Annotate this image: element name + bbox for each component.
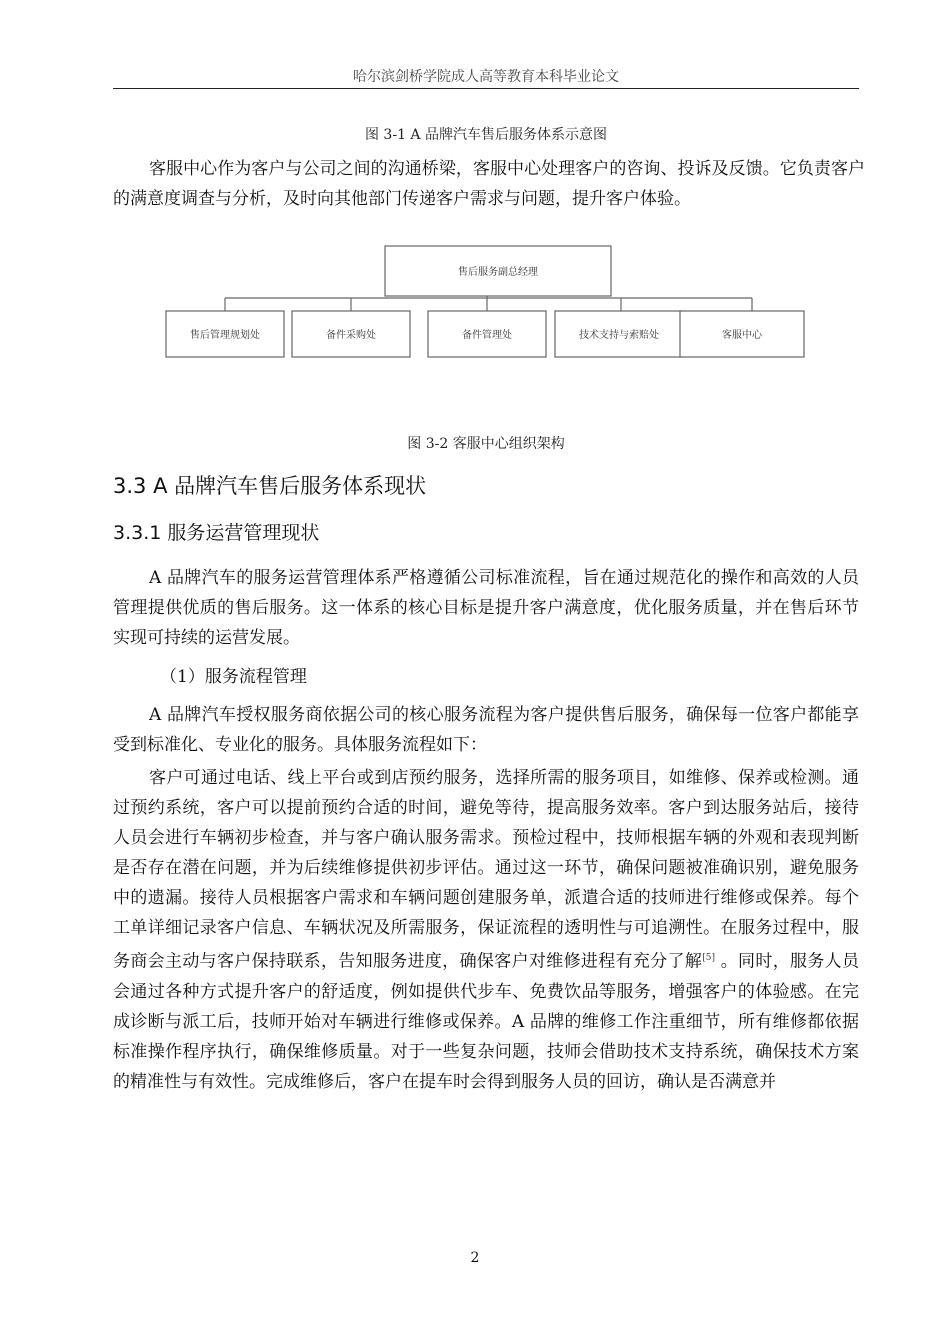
org-label-2: 备件采购处	[326, 330, 376, 341]
org-label-4: 技术支持与索赔处	[579, 330, 659, 341]
list-item-1: （1）服务流程管理	[160, 667, 307, 687]
org-label-top: 售后服务副总经理	[458, 267, 538, 278]
body-paragraph-3-part-b: 。同时，服务人员会通过各种方式提升客户的舒适度，例如提供代步车、免费饮品等服务，增强客户的体验感。在完成诊断与派工后，技师开始对车辆进行维修或保养。A 品牌的维修工作注重细节，所有维修都依据标准操作程序执行，确保维修质量。对于一些复杂问题，技师会借助技术支持系统，确保技术方案的精准性与有效性。完成维修后，客户在提车时会得到服务人员的回访，确认是否满意并	[113, 951, 860, 1092]
page-number: 2	[470, 1250, 480, 1266]
body-paragraph-3	[113, 763, 859, 1097]
body-paragraph-2: A 品牌汽车授权服务商依据公司的核心服务流程为客户提供售后服务，确保每一位客户都能享受到标准化、专业化的服务。具体服务流程如下：	[113, 705, 859, 755]
intro-paragraph: 客服中心作为客户与公司之间的沟通桥梁，客服中心处理客户的咨询、投诉及反馈。它负责客户的满意度调查与分析，及时向其他部门传递客户需求与问题，提升客户体验。	[113, 159, 865, 209]
body-paragraph-1: A 品牌汽车的服务运营管理体系严格遵循公司标准流程，旨在通过规范化的操作和高效的人员管理提供优质的售后服务。这一体系的核心目标是提升客户满意度，优化服务质量，并在售后环节实现可持续的运营发展。	[113, 568, 859, 648]
org-label-1: 售后管理规划处	[190, 330, 260, 341]
citation-5: [5]	[702, 953, 715, 963]
body-paragraph-3-part-a: 客户可通过电话、线上平台或到店预约服务，选择所需的服务项目，如维修、保养或检测。通过预约系统，客户可以提前预约合适的时间，避免等待，提高服务效率。客户到达服务站后，接待人员会进行车辆初步检查，并与客户确认服务需求。预检过程中，技师根据车辆的外观和表现判断是否存在潜在问题，并为后续维修提供初步评估。通过这一环节，确保问题被准确识别，避免服务中的遗漏。接待人员根据客户需求和车辆问题创建服务单，派遣合适的技师进行维修或保养。每个工单详细记录客户信息、车辆状况及所需服务，保证流程的透明性与可追溯性。在服务过程中，服务商会主动与客户保持联系，告知服务进度，确保客户对维修进程有充分了解	[113, 768, 859, 972]
org-label-5: 客服中心	[722, 330, 762, 341]
figure-3-1-caption: 图 3-1 A 品牌汽车售后服务体系示意图	[364, 127, 607, 143]
header-rule	[113, 88, 859, 89]
subsection-heading: 3.3.1 服务运营管理现状	[113, 522, 320, 544]
section-heading: 3.3 A 品牌汽车售后服务体系现状	[113, 474, 427, 498]
org-chart	[160, 242, 812, 364]
figure-3-2-caption: 图 3-2 客服中心组织架构	[407, 436, 565, 452]
org-label-3: 备件管理处	[462, 330, 512, 341]
running-header: 哈尔滨剑桥学院成人高等教育本科毕业论文	[353, 69, 619, 85]
